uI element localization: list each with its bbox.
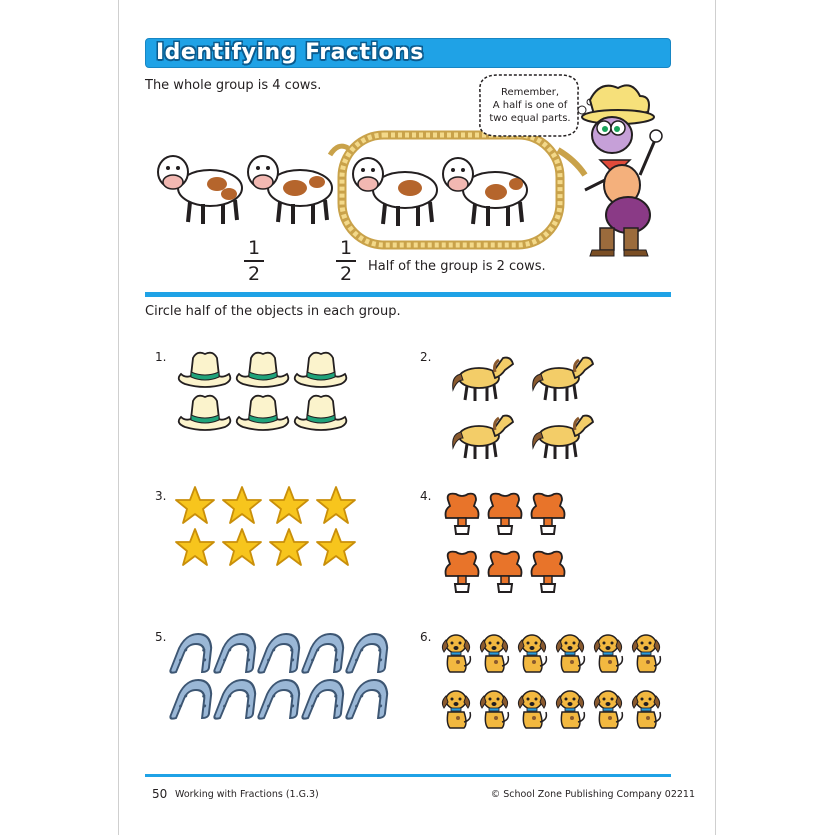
bubble-line: A half is one of	[492, 100, 568, 111]
star-icon	[223, 529, 261, 565]
page-number: 50	[152, 787, 168, 801]
bubble-line: Remember,	[500, 87, 560, 98]
problem-number: 5.	[155, 630, 167, 644]
saddle-icon	[532, 552, 565, 592]
instruction-text: Circle half of the objects in each group.	[145, 304, 401, 319]
horseshoe-icon	[302, 680, 348, 719]
dog-icon	[518, 691, 546, 728]
star-icon	[270, 529, 308, 565]
problem-number: 4.	[420, 489, 432, 503]
saddle-icon	[489, 494, 522, 534]
horseshoe-icon	[214, 680, 260, 719]
horse-icon	[453, 416, 513, 459]
hat-icon	[237, 353, 289, 387]
dog-icon	[480, 691, 508, 728]
hat-icon	[295, 353, 347, 387]
dog-icon	[480, 635, 508, 672]
horseshoe-icon	[258, 634, 304, 673]
dog-icon	[518, 635, 546, 672]
problem-number: 1.	[155, 350, 167, 364]
problem-number: 2.	[420, 350, 432, 364]
saddle-icon	[446, 552, 479, 592]
horseshoe-icon	[170, 680, 216, 719]
bubble-line: two equal parts.	[489, 113, 571, 124]
dog-icon	[556, 635, 584, 672]
hat-icon	[179, 353, 231, 387]
fraction-numerator: 1	[247, 237, 261, 259]
horseshoe-icon	[346, 680, 392, 719]
hat-icon	[237, 396, 289, 430]
fraction-numerator: 1	[339, 237, 353, 259]
problem-number: 6.	[420, 630, 432, 644]
hat-icon	[295, 396, 347, 430]
star-icon	[176, 487, 214, 523]
horse-icon	[533, 358, 593, 401]
problem-number: 3.	[155, 489, 167, 503]
fraction-denominator: 2	[247, 262, 261, 285]
intro-text: The whole group is 4 cows.	[145, 78, 322, 93]
horseshoe-icon	[302, 634, 348, 673]
star-icon	[223, 487, 261, 523]
footer-left-text: Working with Fractions (1.G.3)	[175, 789, 319, 800]
star-icon	[176, 529, 214, 565]
dog-icon	[594, 635, 622, 672]
horse-icon	[533, 416, 593, 459]
footer-divider	[145, 774, 671, 777]
half-caption: Half of the group is 2 cows.	[368, 259, 546, 274]
saddle-icon	[446, 494, 479, 534]
dog-icon	[594, 691, 622, 728]
horseshoe-icon	[258, 680, 304, 719]
dog-icon	[632, 635, 660, 672]
dog-icon	[442, 635, 470, 672]
horseshoe-icon	[214, 634, 260, 673]
dog-icon	[556, 691, 584, 728]
star-icon	[270, 487, 308, 523]
dog-icon	[632, 691, 660, 728]
fraction-denominator: 2	[339, 262, 353, 285]
hat-icon	[179, 396, 231, 430]
horseshoe-icon	[170, 634, 216, 673]
saddle-icon	[532, 494, 565, 534]
star-icon	[317, 529, 355, 565]
horse-icon	[453, 358, 513, 401]
page-title: Identifying Fractions	[156, 40, 424, 65]
star-icon	[317, 487, 355, 523]
footer-copyright: © School Zone Publishing Company 02211	[490, 789, 695, 800]
horseshoe-icon	[346, 634, 392, 673]
saddle-icon	[489, 552, 522, 592]
dog-icon	[442, 691, 470, 728]
